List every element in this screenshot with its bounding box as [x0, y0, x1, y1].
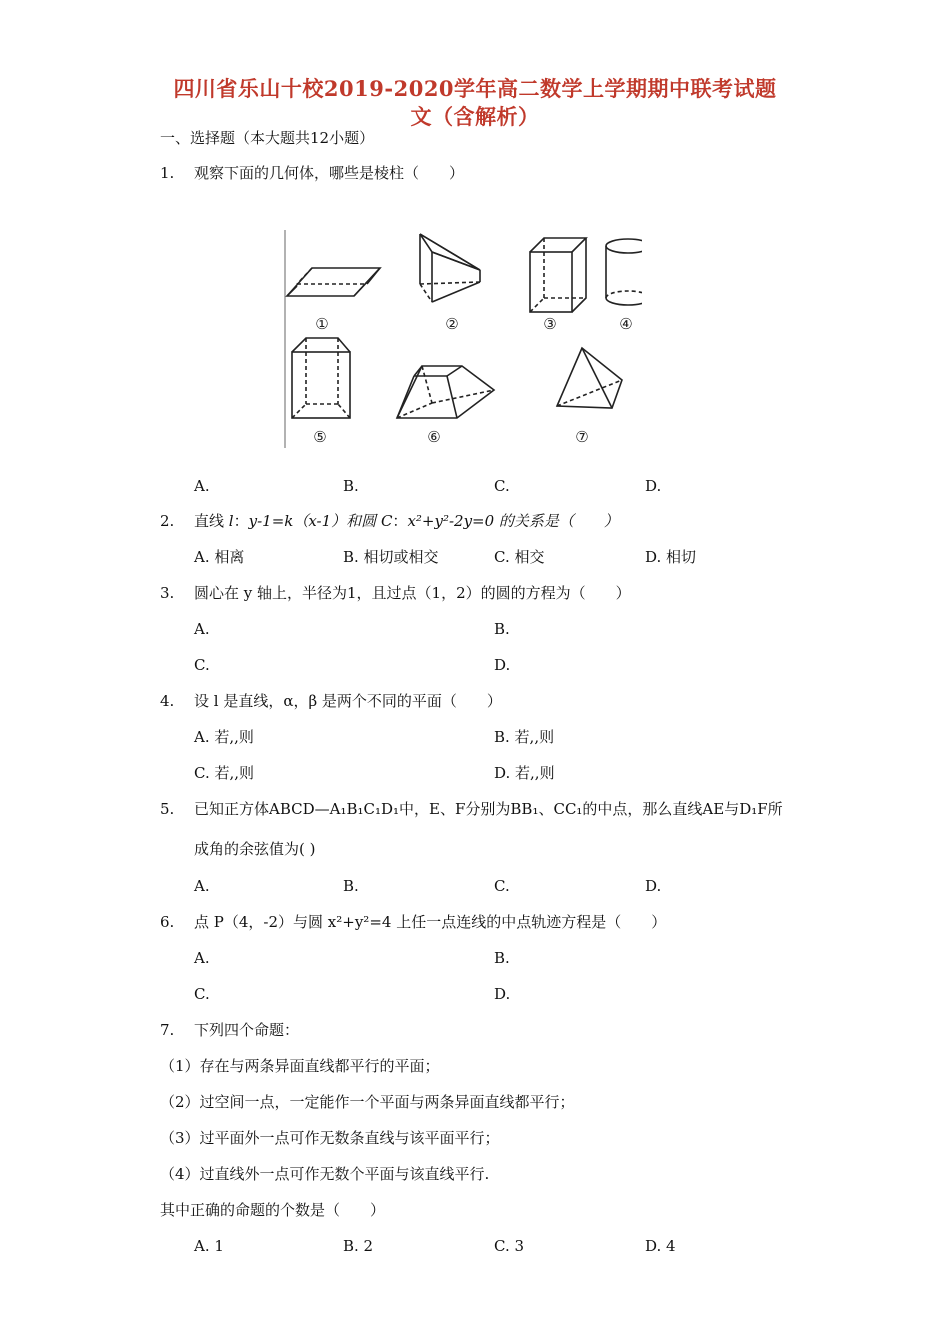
figure-label-2: ② — [445, 315, 459, 333]
q2-option-d: D. 相切 — [645, 548, 697, 566]
question-5-number: 5. — [160, 800, 175, 818]
q7-option-d: D. 4 — [645, 1237, 676, 1255]
q1-option-a: A. — [194, 477, 210, 495]
q7-proposition-4: （4）过直线外一点可作无数个平面与该直线平行. — [160, 1165, 490, 1183]
question-5-text: 已知正方体ABCD—A₁B₁C₁D₁中，E、F分别为BB₁、CC₁的中点，那么直线AE与D₁F所 — [194, 800, 783, 818]
question-number: 1. — [160, 164, 175, 182]
figure-label-1: ① — [315, 315, 329, 333]
section-heading: 一、选择题（本大题共12小题） — [160, 129, 375, 147]
solid-4-cylinder — [606, 239, 642, 305]
solid-6-frustum — [397, 366, 494, 418]
q7-option-a: A. 1 — [194, 1237, 224, 1255]
question-7-number: 7. — [160, 1021, 175, 1039]
q2-option-b: B. 相切或相交 — [343, 548, 439, 566]
question-6-text: 点 P（4，-2）与圆 x²+y²=4 上任一点连线的中点轨迹方程是（ ） — [194, 913, 667, 931]
q7-proposition-1: （1）存在与两条异面直线都平行的平面； — [160, 1057, 440, 1075]
q6-option-a: A. — [194, 949, 210, 967]
q2-option-a: A. 相离 — [194, 548, 245, 566]
geometry-figure — [282, 228, 642, 450]
q5-option-a: A. — [194, 877, 210, 895]
q7-option-b: B. 2 — [343, 1237, 374, 1255]
solid-2-triangular-prism — [420, 234, 480, 302]
q3-option-b: B. — [494, 620, 510, 638]
q5-option-c: C. — [494, 877, 510, 895]
q7-question: 其中正确的命题的个数是（ ） — [160, 1201, 386, 1219]
solid-7-pyramid — [557, 348, 622, 408]
q6-option-b: B. — [494, 949, 510, 967]
question-4-number: 4. — [160, 692, 175, 710]
q4-option-d: D. 若,,则 — [494, 764, 555, 782]
q5-option-d: D. — [645, 877, 662, 895]
q1-option-b: B. — [343, 477, 359, 495]
question-3-text: 圆心在 y 轴上，半径为1，且过点（1，2）的圆的方程为（ ） — [194, 584, 631, 602]
q6-option-d: D. — [494, 985, 511, 1003]
q5-option-b: B. — [343, 877, 359, 895]
figure-label-3: ③ — [543, 315, 557, 333]
solids-diagram — [282, 228, 642, 450]
question-3-number: 3. — [160, 584, 175, 602]
figure-label-5: ⑤ — [313, 428, 327, 446]
q4-option-a: A. 若,,则 — [194, 728, 254, 746]
q7-proposition-3: （3）过平面外一点可作无数条直线与该平面平行； — [160, 1129, 500, 1147]
figure-label-6: ⑥ — [427, 428, 441, 446]
q3-option-d: D. — [494, 656, 511, 674]
solid-3-cube — [530, 238, 586, 312]
question-4-text: 设 l 是直线，α，β 是两个不同的平面（ ） — [194, 692, 502, 710]
q2-option-c: C. 相交 — [494, 548, 545, 566]
solid-1-oblique-prism — [287, 258, 380, 296]
question-6-number: 6. — [160, 913, 175, 931]
document-title-line-2: 文（含解析） — [410, 104, 540, 129]
q7-option-c: C. 3 — [494, 1237, 525, 1255]
solid-5-prism — [292, 338, 350, 418]
question-2-text: 直线 l：y-1=k（x-1）和圆 C：x²+y²-2y=0 的关系是（ ） — [194, 512, 619, 530]
figure-label-7: ⑦ — [575, 428, 589, 446]
q6-option-c: C. — [194, 985, 210, 1003]
question-2-number: 2. — [160, 512, 175, 530]
document-title-line-1: 四川省乐山十校2019-2020学年高二数学上学期期中联考试题 — [173, 76, 777, 101]
q4-option-c: C. 若,,则 — [194, 764, 255, 782]
q1-option-c: C. — [494, 477, 510, 495]
q7-proposition-2: （2）过空间一点，一定能作一个平面与两条异面直线都平行； — [160, 1093, 575, 1111]
question-7-text: 下列四个命题： — [194, 1021, 300, 1039]
q3-option-a: A. — [194, 620, 210, 638]
figure-label-4: ④ — [619, 315, 633, 333]
q1-option-d: D. — [645, 477, 662, 495]
question-5-text-cont: 成角的余弦值为( ) — [194, 840, 316, 858]
question-text: 观察下面的几何体，哪些是棱柱（ ） — [194, 164, 465, 182]
q4-option-b: B. 若,,则 — [494, 728, 555, 746]
q3-option-c: C. — [194, 656, 210, 674]
